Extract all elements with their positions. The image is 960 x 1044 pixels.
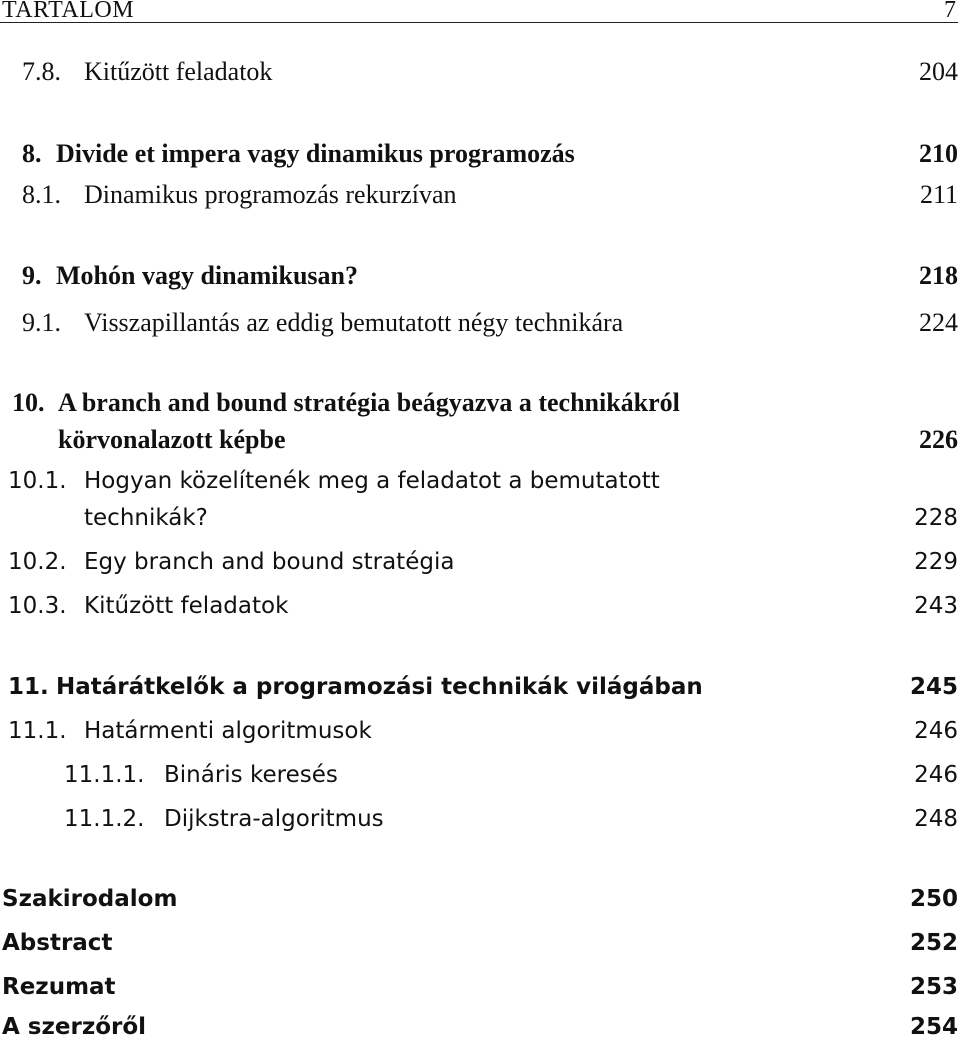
toc-entry-title: Divide et impera vagy dinamikus programozás [56,139,575,168]
toc-entry[interactable] [0,178,958,212]
toc-entry-title: Egy branch and bound stratégia [84,549,455,575]
toc-entry-chapter-continued[interactable] [0,423,958,457]
toc-entry-title: Szakirodalom [2,886,178,912]
header-title: TARTALOM [2,0,135,23]
toc-entry-page: 254 [909,1014,958,1040]
toc-entry-title: Dijkstra-algoritmus [164,806,384,832]
toc-entry-title: Rezumat [2,974,116,1000]
toc-entry-title: Bináris keresés [164,762,338,788]
toc-entry-page: 228 [914,505,958,531]
toc-entry-title: Dinamikus programozás rekurzívan [84,180,457,209]
toc-entry-page: 246 [914,762,958,788]
toc-entry-backmatter[interactable] [0,926,958,960]
toc-entry-backmatter[interactable] [0,882,958,916]
toc-entry-backmatter[interactable] [0,1010,958,1044]
toc-entry-page: 248 [914,806,958,832]
toc-entry-number: 10.1. [8,468,67,494]
toc-entry-number: 8.1. [22,180,61,209]
header-page-number: 7 [944,0,956,23]
toc-entry-chapter[interactable] [0,137,958,171]
toc-entry-number: 10.2. [8,549,67,575]
toc-entry-number: 8. [22,139,42,168]
toc-entry-title: Határmenti algoritmusok [84,718,372,744]
toc-entry-title: Kitűzött feladatok [84,57,273,86]
toc-entry-number: 10.3. [8,593,67,619]
toc-entry-number: 11.1.1. [64,762,145,788]
toc-entry-number: 11. [8,674,49,700]
toc-entry-subsection[interactable] [0,802,958,836]
running-header [0,0,958,23]
toc-entry-page: 226 [919,425,958,454]
toc-entry-number: 11.1. [8,718,67,744]
toc-entry-page: 229 [914,549,958,575]
toc-entry-title-continued: technikák? [84,505,208,531]
toc-entry[interactable] [0,464,958,498]
toc-entry-page: 250 [909,886,958,912]
toc-entry-title: Hogyan közelítenék meg a feladatot a bemutatott [84,468,660,494]
toc-entry-page: 211 [919,180,958,209]
toc-entry-chapter[interactable] [0,386,958,420]
toc-entry-title: A branch and bound stratégia beágyazva a technikákról [58,388,680,417]
toc-entry-page: 243 [914,593,958,619]
toc-entry-page: 252 [909,930,958,956]
toc-entry[interactable] [0,545,958,579]
toc-entry-title-continued: körvonalazott képbe [58,425,286,454]
toc-entry-title: Határátkelők a programozási technikák világában [56,674,703,700]
toc-entry-page: 210 [919,139,958,168]
toc-entry-number: 11.1.2. [64,806,145,832]
toc-entry-number: 9. [22,261,42,290]
toc-entry-page: 224 [919,308,958,337]
toc-entry-number: 9.1. [22,308,61,337]
toc-entry[interactable] [0,306,958,340]
toc-entry-page: 246 [914,718,958,744]
toc-entry-page: 253 [909,974,958,1000]
toc-entry-title: A szerzőről [2,1014,147,1040]
toc-entry-page: 204 [919,57,958,86]
toc-entry-page: 245 [909,674,958,700]
toc-entry-title: Kitűzött feladatok [84,593,289,619]
toc-entry-number: 7.8. [22,57,61,86]
toc-entry-chapter[interactable] [0,259,958,293]
toc-entry[interactable] [0,589,958,623]
toc-entry[interactable] [0,714,958,748]
toc-entry-title: Visszapillantás az eddig bemutatott négy technikára [84,308,624,337]
toc-entry-title: Mohón vagy dinamikusan? [56,261,358,290]
toc-entry-subsection[interactable] [0,758,958,792]
toc-entry-backmatter[interactable] [0,970,958,1004]
toc-entry-chapter[interactable] [0,670,958,704]
toc-entry-number: 10. [12,388,45,417]
toc-entry-continued[interactable] [0,501,958,535]
toc-entry-page: 218 [919,261,958,290]
toc-entry[interactable] [0,55,958,89]
toc-entry-title: Abstract [2,930,113,956]
